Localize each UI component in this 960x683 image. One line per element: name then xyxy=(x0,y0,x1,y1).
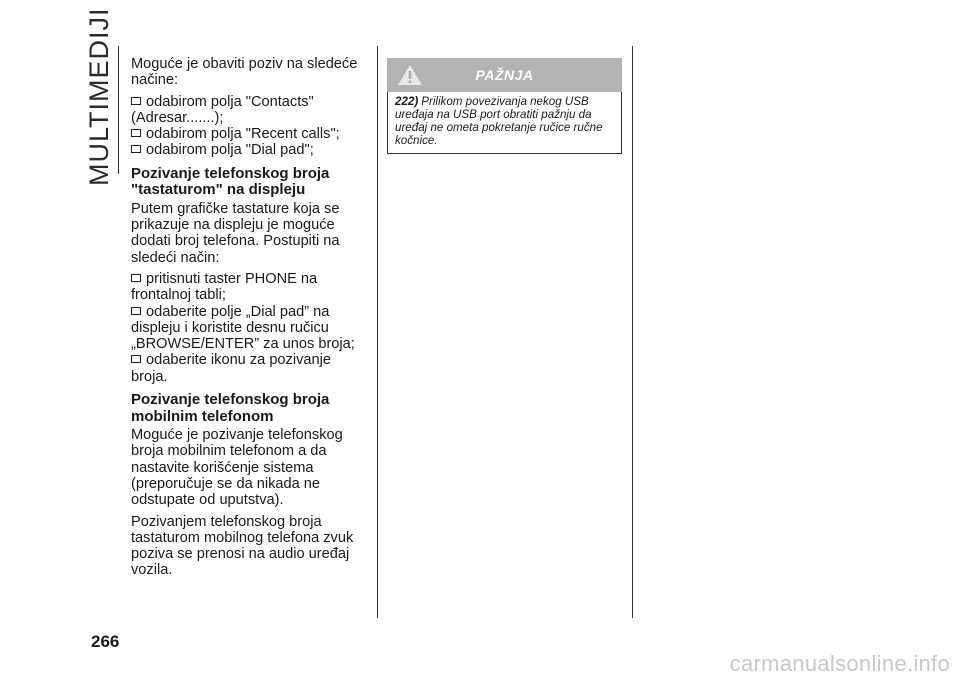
main-column xyxy=(131,56,369,584)
list-item: odabirom polja "Contacts" (Adresar.......); xyxy=(131,93,314,126)
section-divider xyxy=(118,46,119,174)
checkbox-bullet-icon xyxy=(131,145,141,153)
list-item: odaberite ikonu za pozivanje broja. xyxy=(131,352,331,385)
warning-title: PAŽNJA xyxy=(475,67,534,83)
paragraph: Pozivanjem telefonskog broja tastaturom mobilnog telefona zvuk poziva se prenosi na audio uređaj vozila. xyxy=(131,513,354,579)
heading-mobile-dialing: Pozivanje telefonskog broja mobilnim telefonom xyxy=(131,391,330,425)
intro-text: Moguće je obaviti poziv na sledeće načine: xyxy=(131,56,358,89)
list-item: odabirom polja "Recent calls"; xyxy=(131,126,369,142)
checkbox-bullet-icon xyxy=(131,355,141,363)
heading-keypad-dialing: Pozivanje telefonskog broja "tastaturom" na displeju xyxy=(131,164,330,199)
warning-body xyxy=(387,92,622,154)
checkbox-bullet-icon xyxy=(131,129,141,137)
warning-header xyxy=(387,58,622,92)
warning-text: Prilikom povezivanja nekog USB uređaja na USB port obratiti pažnju da uređaj ne ometa pokretanje ručice ručne kočnice. xyxy=(395,95,603,147)
section-title: MULTIMEDIJI xyxy=(84,7,114,186)
bullet-list-b xyxy=(131,271,369,385)
paragraph: Moguće je pozivanje telefonskog broja mobilnim telefonom a da nastavite korišćenje sistema (preporučuje se da nikada ne odstupate od uputstva). xyxy=(131,427,343,509)
warning-number: 222) xyxy=(395,95,419,108)
warning-box xyxy=(387,58,622,154)
paragraph: Putem grafičke tastature koja se prikazuje na displeju je moguće dodati broj telefona. Postupiti na sledeći način: xyxy=(131,200,340,266)
list-item: odabirom polja "Dial pad"; xyxy=(131,142,369,158)
checkbox-bullet-icon xyxy=(131,307,141,315)
bullet-list-a xyxy=(131,94,369,159)
list-item: odaberite polje „Dial pad” na displeju i koristite desnu ručicu „BROWSE/ENTER” za unos broja; xyxy=(131,303,355,353)
checkbox-bullet-icon xyxy=(131,274,141,282)
checkbox-bullet-icon xyxy=(131,97,141,105)
column-divider xyxy=(377,46,378,618)
column-divider xyxy=(632,46,633,618)
watermark: carmanualsonline.info xyxy=(729,651,950,676)
list-item: pritisnuti taster PHONE na frontalnoj tabli; xyxy=(131,270,318,304)
page-number: 266 xyxy=(91,632,120,651)
